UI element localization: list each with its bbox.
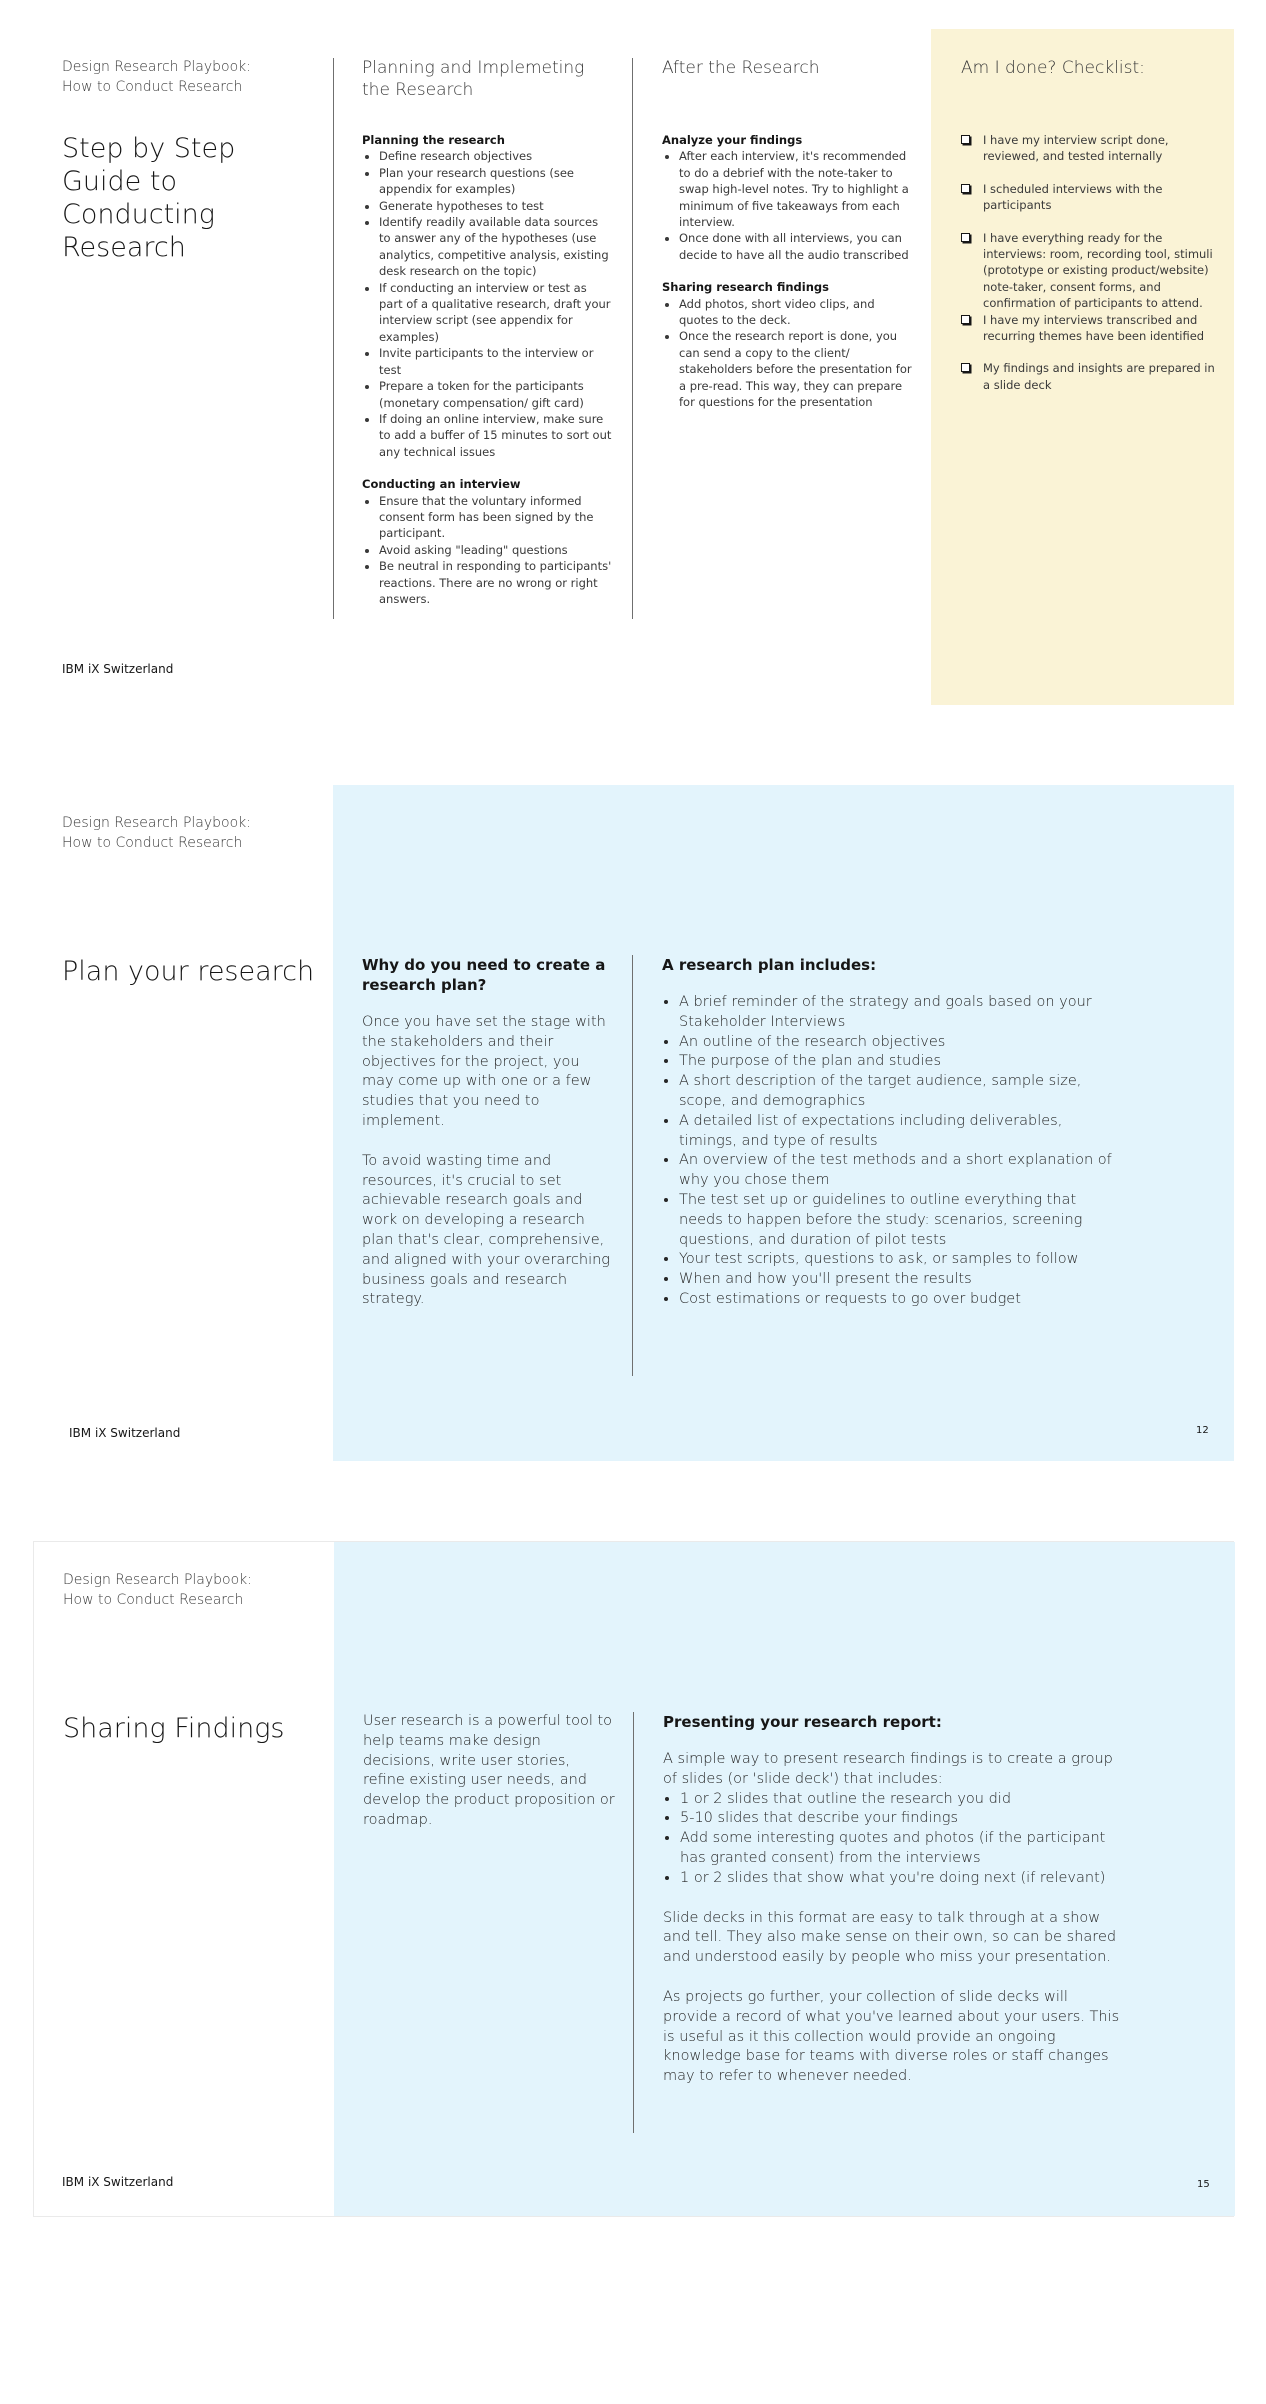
list-item: • If conducting an interview or test as part of a qualitative research, draft your interview script (see appendix for examples): [379, 280, 612, 346]
checkbox-icon: [961, 315, 970, 324]
paragraph: A simple way to present research findings is to create a group of slides (or 'slide deck') that includes:: [663, 1751, 1113, 1787]
list-item: • Once the research report is done, you can send a copy to the client/ stakeholders before the presentation for a pre-read. This way, they can prepare for questions for the presentation: [679, 328, 912, 410]
list-item: • 1 or 2 slides that outline the research you did: [680, 1790, 1123, 1810]
planning-list: [362, 148, 612, 460]
checklist-item-label: I scheduled interviews with the participants: [983, 181, 1163, 213]
footer-brand: IBM iX Switzerland: [62, 2175, 174, 2189]
column-divider: [333, 58, 334, 619]
sharing-heading: Sharing research findings: [662, 280, 829, 295]
deck-eyebrow: [62, 813, 322, 853]
slide-title: Sharing Findings: [63, 1713, 285, 1744]
checkbox-icon: [961, 363, 970, 372]
planning-heading: Planning the research: [362, 133, 505, 147]
checklist-item-label: I have everything ready for the interviews: room, recording tool, stimuli (prototype or existing product/website) note-taker, consent forms, and confirmation of participants to attend.: [983, 230, 1213, 311]
slide-title: Step by Step Guide to Conducting Research: [62, 133, 236, 263]
list-item: • Ensure that the voluntary informed consent form has been signed by the participant.: [379, 493, 612, 542]
checklist-heading: Am I done? Checklist:: [961, 58, 1145, 78]
list-item: • The test set up or guidelines to outline everything that needs to happen before the study: scenarios, screening questions, and duration of pilot tests: [679, 1191, 1120, 1250]
list-item: • Plan your research questions (see appendix for examples): [379, 165, 612, 198]
deck-title: Design Research Playbook:: [62, 59, 252, 75]
footer-brand: IBM iX Switzerland: [69, 1426, 181, 1440]
list-item: • 5-10 slides that describe your findings: [680, 1809, 1123, 1829]
checkbox-icon: [961, 135, 970, 144]
paragraph: Once you have set the stage with the stakeholders and their objectives for the project, you may come up with one or a few studies that you need to implement.: [362, 1014, 606, 1129]
list-item: • A detailed list of expectations including deliverables, timings, and type of results: [679, 1112, 1120, 1152]
sharing-list: [662, 296, 912, 411]
list-item: • A brief reminder of the strategy and goals based on your Stakeholder Interviews: [679, 993, 1120, 1033]
list-item: • When and how you'll present the results: [679, 1270, 1120, 1290]
checklist-item-label: My findings and insights are prepared in a slide deck: [983, 361, 1215, 392]
planning-column-heading: Planning and Implemeting the Research: [362, 58, 585, 100]
deck-subtitle: How to Conduct Research: [62, 79, 243, 95]
checklist-item-label: I have my interviews transcribed and recurring themes have been identified: [983, 312, 1205, 344]
list-item: • Avoid asking "leading" questions: [379, 542, 612, 558]
checklist: [961, 132, 1223, 393]
analyze-list: [662, 148, 912, 263]
slide-sharing-findings: [33, 1541, 1234, 2217]
footer-brand: IBM iX Switzerland: [62, 662, 174, 676]
list-item: • 1 or 2 slides that show what you're doing next (if relevant): [680, 1869, 1123, 1889]
after-section: [662, 132, 912, 411]
why-plan-body: [362, 1013, 614, 1310]
slide-title: Plan your research: [62, 956, 315, 987]
list-item: • A short description of the target audience, sample size, scope, and demographics: [679, 1072, 1120, 1112]
deck-subtitle: How to Conduct Research: [62, 835, 243, 851]
paragraph: As projects go further, your collection of slide decks will provide a record of what you've learned about your users. This is useful as it this collection would provide an ongoing knowledge base for teams with diverse roles or staff changes may to refer to whenever needed.: [663, 1988, 1120, 2085]
list-item: • Invite participants to the interview or test: [379, 345, 612, 378]
report-list: [663, 1790, 1123, 1889]
page-number: 12: [1196, 1425, 1209, 1436]
deck-title: Design Research Playbook:: [63, 1572, 253, 1588]
paragraph: Slide decks in this format are easy to talk through at a show and tell. They also make sense on their own, so can be shared and understood easily by people who miss your presentation.: [663, 1909, 1117, 1966]
checkbox-icon: [961, 184, 970, 193]
paragraph: To avoid wasting time and resources, it's crucial to set achievable research goals and work on developing a research plan that's clear, comprehensive, and aligned with your overarching business goals and research strategy.: [362, 1152, 610, 1308]
plan-includes-heading: A research plan includes:: [662, 956, 877, 974]
list-item: • An overview of the test methods and a short explanation of why you chose them: [679, 1151, 1120, 1191]
list-item: • If doing an online interview, make sure to add a buffer of 15 minutes to sort out any technical issues: [379, 411, 612, 460]
list-item: • Your test scripts, questions to ask, or samples to follow: [679, 1250, 1120, 1270]
list-item: • Generate hypotheses to test: [379, 198, 612, 214]
checklist-item: [961, 132, 1223, 165]
column-divider: [633, 1712, 634, 2133]
list-item: • An outline of the research objectives: [679, 1033, 1120, 1053]
list-item: • Cost estimations or requests to go over budget: [679, 1290, 1120, 1310]
why-plan-heading: Why do you need to create a research plan?: [362, 956, 606, 994]
checklist-item: [961, 230, 1223, 312]
list-item: • The purpose of the plan and studies: [679, 1052, 1120, 1072]
conducting-list: [362, 493, 612, 608]
checklist-item-label: I have my interview script done, reviewed, and tested internally: [983, 133, 1169, 164]
analyze-heading: Analyze your findings: [662, 133, 803, 147]
list-item: • Identify readily available data sources to answer any of the hypotheses (use analytics, competitive analysis, existing desk research on the topic): [379, 214, 612, 280]
checklist-item: [961, 312, 1223, 345]
checklist-item: [961, 181, 1223, 214]
sharing-intro: User research is a powerful tool to help teams make design decisions, write user stories, refine existing user needs, and develop the product proposition or roadmap.: [363, 1713, 615, 1828]
slide-plan-your-research: [33, 785, 1234, 1461]
checklist-item: [961, 360, 1223, 393]
deck-title: Design Research Playbook:: [62, 815, 252, 831]
page-number: 15: [1197, 2179, 1210, 2190]
deck-subtitle: How to Conduct Research: [63, 1592, 244, 1608]
plan-includes-body: [662, 993, 1120, 1310]
conducting-heading: Conducting an interview: [362, 477, 521, 492]
plan-includes-list: [662, 993, 1120, 1310]
report-heading: Presenting your research report:: [663, 1713, 942, 1731]
list-item: • After each interview, it's recommended to do a debrief with the note-taker to swap high-level notes. Try to highlight a minimum of five takeaways from each interview.: [679, 148, 912, 230]
checklist-panel: [931, 29, 1234, 705]
report-body: [663, 1750, 1123, 2087]
list-item: • Add some interesting quotes and photos (if the participant has granted consent) from the interviews: [680, 1829, 1123, 1869]
deck-eyebrow: [62, 57, 322, 97]
checkbox-icon: [961, 233, 970, 242]
list-item: • Add photos, short video clips, and quotes to the deck.: [679, 296, 912, 329]
list-item: • Prepare a token for the participants (monetary compensation/ gift card): [379, 378, 612, 411]
column-divider: [632, 955, 633, 1376]
planning-section: [362, 132, 612, 607]
list-item: • Once done with all interviews, you can decide to have all the audio transcribed: [679, 230, 912, 263]
column-divider: [632, 58, 633, 619]
after-column-heading: After the Research: [662, 58, 820, 78]
deck-eyebrow: [63, 1570, 323, 1610]
list-item: • Define research objectives: [379, 148, 612, 164]
list-item: • Be neutral in responding to participants' reactions. There are no wrong or right answers.: [379, 558, 612, 607]
slide-step-by-step-guide: [33, 29, 1234, 705]
